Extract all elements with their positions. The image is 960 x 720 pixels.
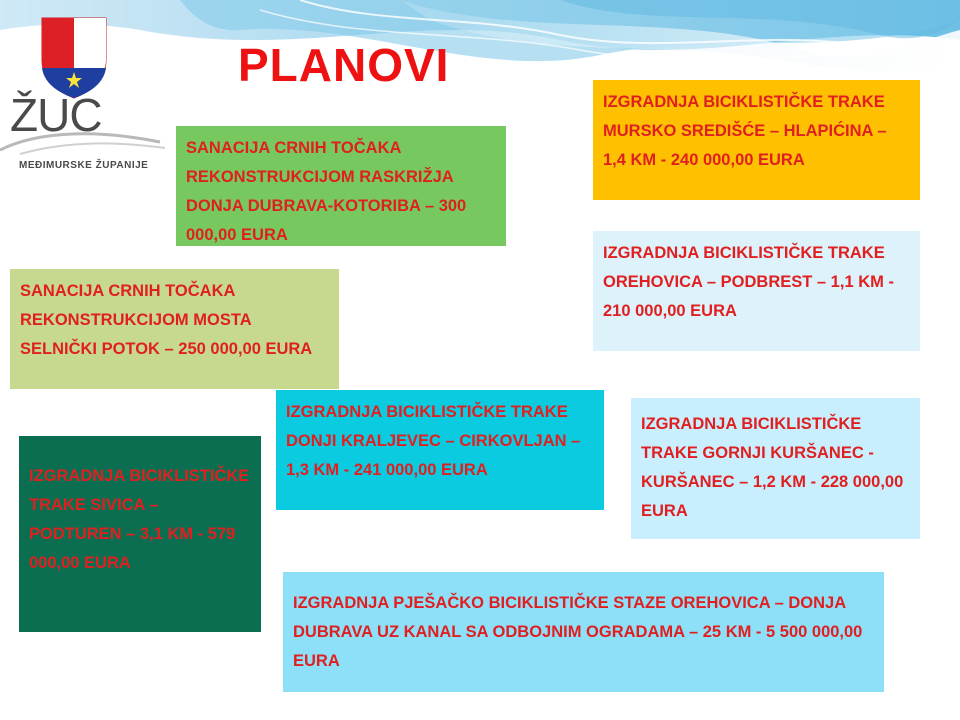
project-text: SANACIJA CRNIH TOČAKA REKONSTRUKCIJOM RASKRIŽJA DONJA DUBRAVA-KOTORIBA – 300 000,00 EURA <box>186 139 467 244</box>
logo-swoosh-icon <box>0 120 170 160</box>
project-box-selnicki-potok <box>10 269 339 389</box>
project-text: SANACIJA CRNIH TOČAKA REKONSTRUKCIJOM MOSTA SELNIČKI POTOK – 250 000,00 EURA <box>20 282 313 358</box>
project-box-mursko-srediste-hlapicina <box>593 80 920 200</box>
project-text: IZGRADNJA PJEŠAČKO BICIKLISTIČKE STAZE OREHOVICA – DONJA DUBRAVA UZ KANAL SA ODBOJNIM OGRADAMA – 25 KM - 5 500 000,00 EURA <box>293 594 863 670</box>
logo-subtitle: MEĐIMURSKE ŽUPANIJE <box>19 160 149 171</box>
project-box-gornji-kursanec <box>631 398 920 539</box>
slide-title: PLANOVI <box>238 39 450 91</box>
project-box-donja-dubrava-kotoriba <box>176 126 506 246</box>
project-box-sivica-podturen <box>19 436 261 632</box>
logo-wordmark: ŽUC <box>10 89 102 141</box>
project-text: IZGRADNJA BICIKLISTIČKE TRAKE MURSKO SREDIŠĆE – HLAPIĆINA – 1,4 KM - 240 000,00 EURA <box>603 93 887 169</box>
project-box-orehovica-podbrest <box>593 231 920 351</box>
project-box-orehovica-donja-dubrava-kanal <box>283 572 884 692</box>
project-text: IZGRADNJA BICIKLISTIČKE TRAKE OREHOVICA – PODBREST – 1,1 KM - 210 000,00 EURA <box>603 244 894 320</box>
project-text: IZGRADNJA BICIKLISTIČKE TRAKE DONJI KRALJEVEC – CIRKOVLJAN – 1,3 KM - 241 000,00 EURA <box>286 403 581 479</box>
project-text: IZGRADNJA BICIKLISTIČKE TRAKE GORNJI KURŠANEC - KURŠANEC – 1,2 KM - 228 000,00 EURA <box>641 415 904 520</box>
project-box-donji-kraljevec-cirkovljan <box>276 390 604 510</box>
project-text: IZGRADNJA BICIKLISTIČKE TRAKE SIVICA – PODTUREN – 3,1 KM - 579 000,00 EURA <box>29 467 250 572</box>
